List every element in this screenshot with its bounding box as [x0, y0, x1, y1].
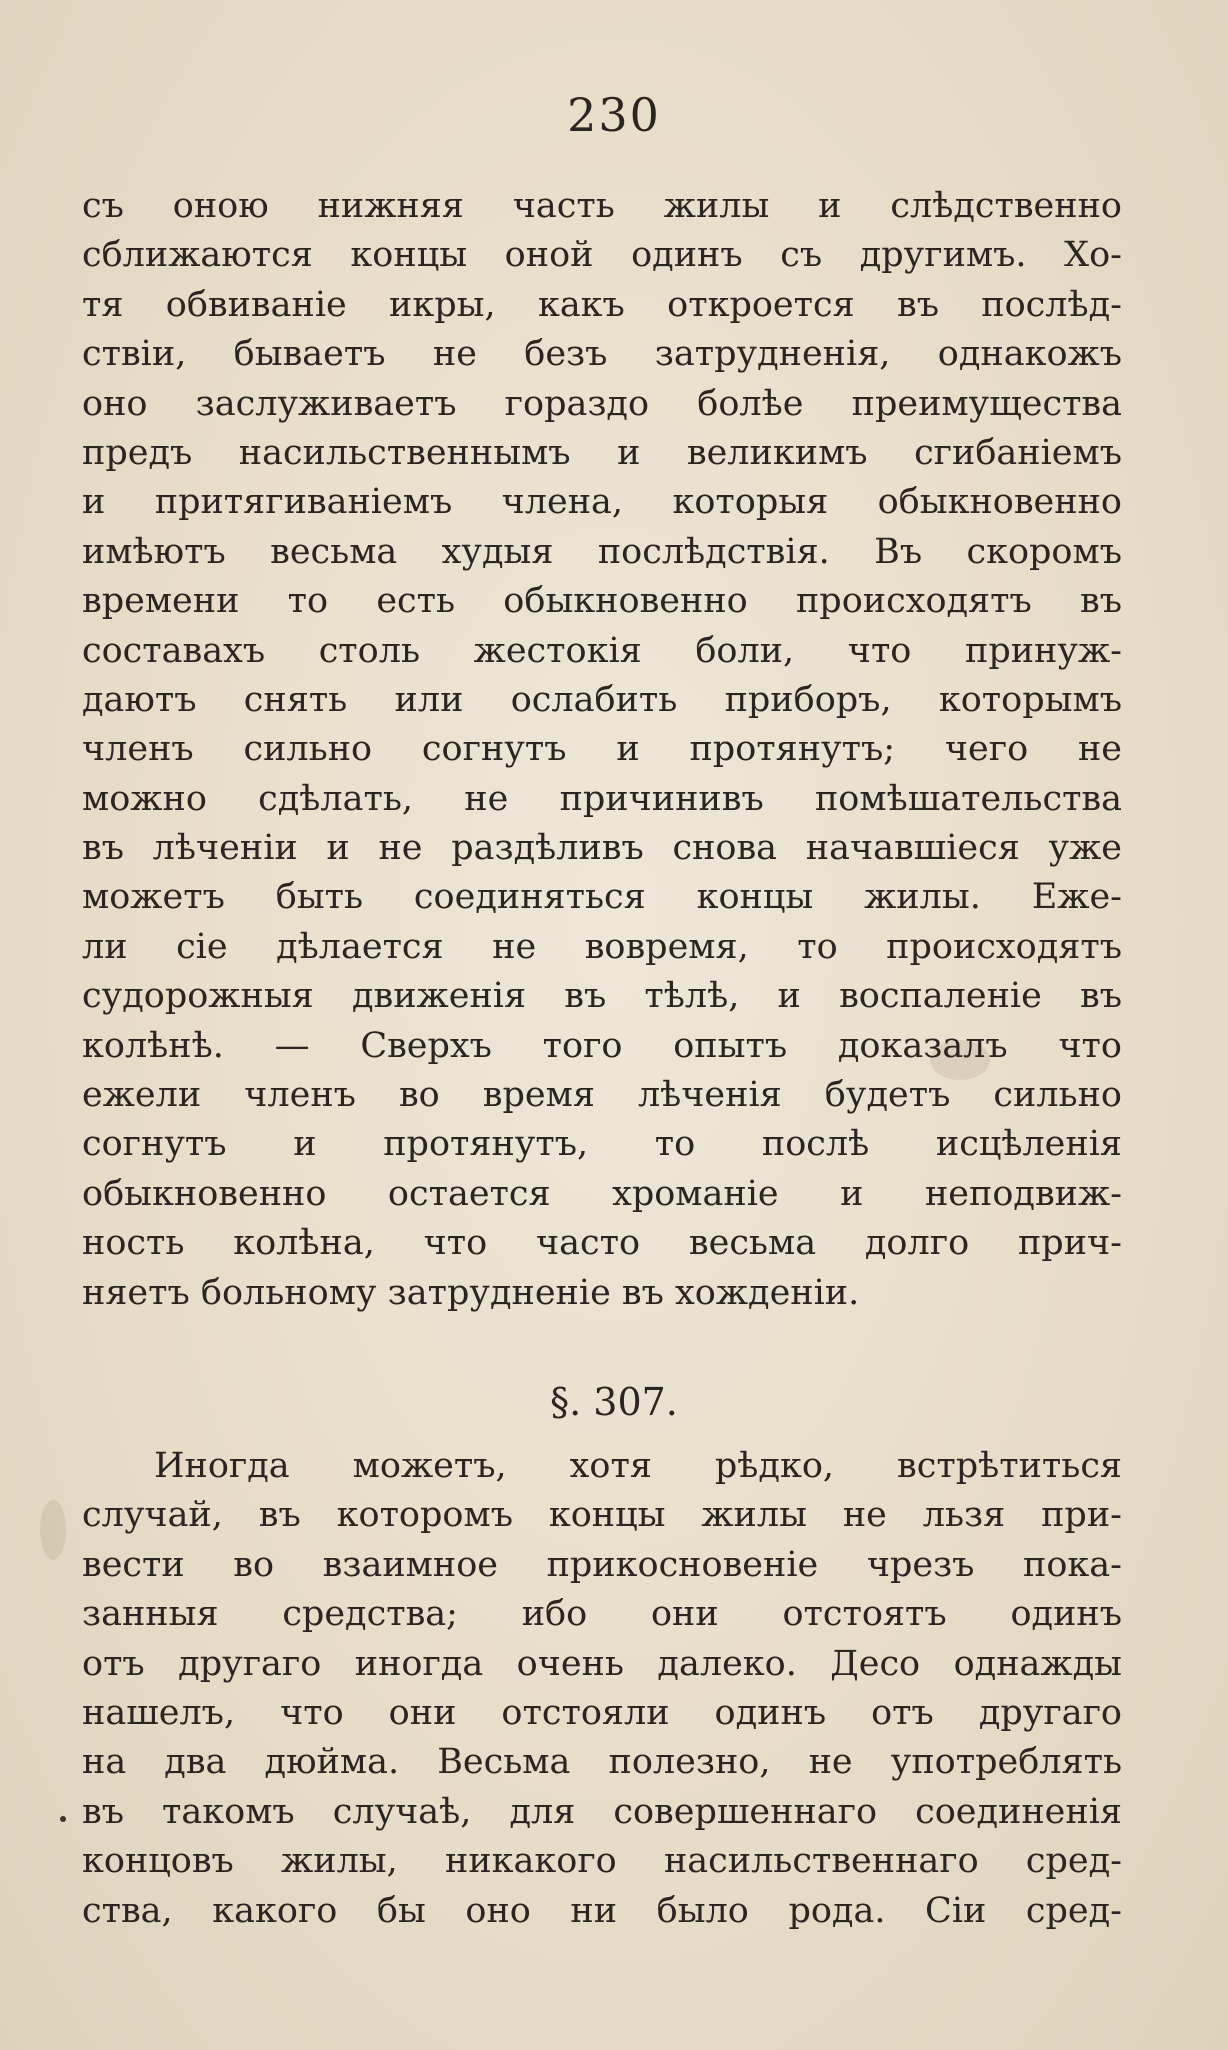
text-line: съ оною нижняя часть жилы и слѣдственно — [82, 186, 1122, 226]
text-line: составахъ столь жестокія боли, что принуж- — [82, 630, 1122, 671]
text-line: предъ насильственнымъ и великимъ сгибаніемъ — [82, 432, 1122, 473]
text-line: въ лѣченіи и не раздѣливъ снова начавшіеся уже — [82, 828, 1122, 869]
text-line: колѣнѣ. — Сверхъ того опытъ доказалъ что — [82, 1025, 1122, 1066]
text-line: времени то есть обыкновенно происходятъ въ — [82, 581, 1122, 622]
section-heading: §. 307. — [550, 1380, 678, 1424]
text-line: ствіи, бываетъ не безъ затрудненія, однакожъ — [82, 334, 1122, 375]
text-line: ность колѣна, что часто весьма долго прич- — [82, 1223, 1122, 1264]
text-line: Иногда можетъ, хотя рѣдко, встрѣтиться — [154, 1446, 1122, 1486]
text-line: даютъ снять или ослабить приборъ, которымъ — [82, 679, 1122, 720]
text-line: имѣютъ весьма худыя послѣдствія. Въ скоромъ — [82, 531, 1122, 572]
text-line: сближаются концы оной одинъ съ другимъ. Хо- — [82, 235, 1122, 276]
text-line: занныя средства; ибо они отстоятъ одинъ — [82, 1594, 1122, 1635]
text-line: отъ другаго иногда очень далеко. Десо однажды — [82, 1643, 1122, 1684]
text-line: ли сіе дѣлается не вовремя, то происходятъ — [82, 926, 1122, 967]
text-line: вести во взаимное прикосновеніе чрезъ пока- — [82, 1544, 1122, 1585]
text-line: случай, въ которомъ концы жилы не льзя при- — [82, 1495, 1122, 1536]
text-line: тя обвиваніе икры, какъ откроется въ послѣд- — [82, 284, 1122, 325]
text-line: няетъ больному затрудненіе въ хожденіи. — [82, 1272, 860, 1313]
text-line: ежели членъ во время лѣченія будетъ сильно — [82, 1075, 1122, 1116]
text-line: согнутъ и протянутъ, то послѣ исцѣленія — [82, 1124, 1122, 1165]
text-line: судорожныя движенія въ тѣлѣ, и воспаленіе въ — [82, 976, 1122, 1017]
text-line: можетъ быть соединяться концы жилы. Еже- — [82, 877, 1122, 918]
paragraph-continued — [82, 182, 1122, 1318]
text-line: оно заслуживаетъ гораздо болѣе преимущества — [82, 383, 1122, 424]
text-line: членъ сильно согнутъ и протянутъ; чего не — [82, 729, 1122, 770]
text-line: ства, какого бы оно ни было рода. Сіи сред- — [82, 1890, 1122, 1931]
text-line: обыкновенно остается хроманіе и неподвиж- — [82, 1173, 1122, 1214]
text-line: концовъ жилы, никакого насильственнаго сред- — [82, 1841, 1122, 1882]
margin-mark — [60, 1816, 66, 1822]
text-line: въ такомъ случаѣ, для совершеннаго соединенія — [82, 1791, 1122, 1832]
page-number: 230 — [567, 88, 661, 142]
text-line: нашелъ, что они отстояли одинъ отъ другаго — [82, 1692, 1122, 1733]
text-line: можно сдѣлать, не причинивъ помѣшательства — [82, 778, 1122, 819]
paper-stain — [40, 1500, 66, 1560]
text-line: и притягиваніемъ члена, которыя обыкновенно — [82, 482, 1122, 523]
text-line: на два дюйма. Весьма полезно, не употреблять — [82, 1742, 1122, 1783]
paragraph-section-307 — [82, 1442, 1122, 1936]
